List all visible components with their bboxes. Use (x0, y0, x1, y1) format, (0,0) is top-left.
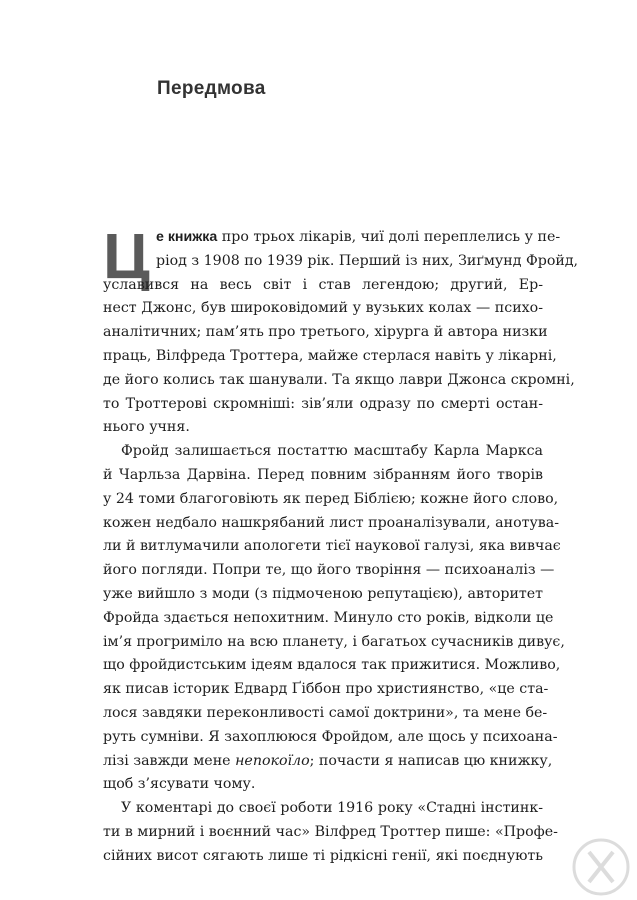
lead-words: е книжка (156, 229, 218, 245)
text-line: аналітичних; пам’ять про третього, хірурга й автора низки (103, 324, 548, 341)
text-line: нест Джонс, був широковідомий у вузьких колах — психо- (103, 300, 543, 317)
text-line: що фройдистським ідеям вдалося так прижитися. Можливо, (103, 657, 561, 674)
text-line: то Троттерові скромніші: зів’яли одразу по смерті остан- (103, 395, 543, 412)
drop-cap: Ц (103, 220, 150, 292)
text-line: нього учня. (103, 419, 190, 436)
text-line: де його колись так шанували. Та якщо лаври Джонса скромні, (103, 371, 575, 388)
text-line: Фройда здається непохитним. Минуло сто років, відколи це (103, 609, 554, 626)
text-line: лізі завжди мене непокоїло; почасти я написав цю книжку, (103, 752, 553, 769)
text-line: кожен недбало нашкрябаний лист проаналізували, анотува- (103, 514, 560, 531)
chapter-title: Передмова (157, 78, 266, 99)
text-line: ріод з 1908 по 1939 рік. Перший із них, Зиґмунд Фройд, (156, 252, 579, 269)
text-line: уславився на весь світ і став легендою; другий, Ер- (103, 276, 543, 293)
text-line: Фройд залишається постаттю масштабу Карла Маркса (121, 443, 543, 460)
paragraph-1-top (156, 226, 579, 274)
text-line: руть сумніви. Я захоплююся Фройдом, але щось у психоана- (103, 728, 558, 745)
text-line: е книжка про трьох лікарів, чиї долі переплелись у пе- (156, 229, 561, 245)
text-line: лося завдяки переконливості самої доктрини», та мене бе- (103, 704, 548, 721)
text-line: й Чарльза Дарвіна. Перед повним зібранням його творів (103, 466, 543, 483)
italic-word: непокоїло (235, 752, 310, 769)
publisher-watermark-icon (570, 836, 632, 898)
text-line: його погляди. Попри те, що його творіння — психоаналіз — (103, 562, 555, 579)
text-line: праць, Вілфреда Троттера, майже стерлася навіть у лікарні, (103, 347, 557, 364)
text-line: ім’я прогриміло на всю планету, і багатьох сучасників дивує, (103, 633, 565, 650)
text-line: ли й витлумачили апологети тієї наукової галузі, яка вивчає (103, 538, 561, 555)
text-line: У коментарі до своєї роботи 1916 року «Стадні інстинк- (121, 800, 543, 817)
text-line: у 24 томи благоговіють як перед Біблією; кожне його слово, (103, 490, 559, 507)
text-line: ти в мирний і воєнний час» Вілфред Троттер пише: «Профе- (103, 823, 558, 840)
text-line: сійних висот сягають лише ті рідкісні генії, які поєднують (103, 847, 543, 864)
text-line: щоб з’ясувати чому. (103, 776, 256, 793)
text-line: як писав історик Едвард Ґіббон про християнство, «це ста- (103, 681, 549, 698)
text-line: уже вийшло з моди (з підмоченою репутацією), авторитет (103, 585, 543, 602)
paragraph-1 (103, 274, 575, 869)
